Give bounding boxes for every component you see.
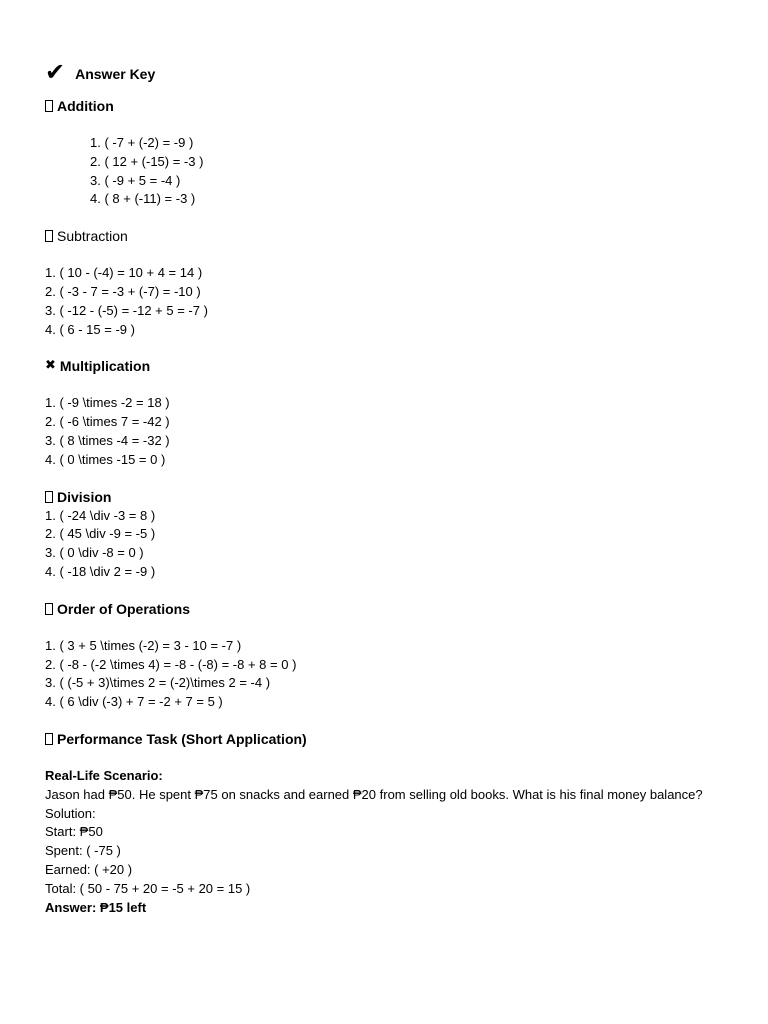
plus-emoji-icon	[45, 100, 53, 112]
list-item: 1. ( 10 - (-4) = 10 + 4 = 14 )	[45, 265, 203, 281]
list-item: 1. ( -7 + (-2) = -9 )	[90, 135, 194, 150]
solution-label: Solution:	[45, 805, 96, 821]
multiplication-heading: ✖ Multiplication	[45, 358, 151, 375]
list-item: 2. ( 12 + (-15) = -3 )	[90, 153, 204, 169]
list-item: 3. ( 8 \times -4 = -32 )	[45, 432, 170, 448]
list-item: 2. ( -8 - (-2 \times 4) = -8 - (-8) = -8 + 8 = 0 )	[45, 656, 297, 672]
list-item: 4. ( 8 + (-11) = -3 )	[90, 191, 196, 207]
check-mark-icon: ✔	[45, 58, 66, 86]
list-item: 3. ( (-5 + 3)\times 2 = (-2)\times 2 = -4 )	[45, 675, 271, 691]
list-item: 4. ( 6 - 15 = -9 )	[45, 321, 135, 337]
final-answer: Answer: ₱15 left	[45, 899, 147, 915]
list-item: 2. ( -3 - 7 = -3 + (-7) = -10 )	[45, 283, 201, 299]
divide-emoji-icon	[45, 491, 53, 503]
title-text: Answer Key	[75, 66, 156, 82]
performance-task-section	[45, 729, 725, 917]
scenario-text: Jason had ₱50. He spent ₱75 on snacks and earned ₱20 from selling old books. What is his final money balance?	[45, 786, 703, 802]
multiplication-section	[45, 356, 725, 469]
minus-emoji-icon	[45, 230, 53, 242]
list-item: 4. ( 6 \div (-3) + 7 = -2 + 7 = 5 )	[45, 694, 223, 710]
list-item: 4. ( -18 \div 2 = -9 )	[45, 563, 156, 579]
solution-spent: Spent: ( -75 )	[45, 843, 121, 859]
list-item: 3. ( 0 \div -8 = 0 )	[45, 545, 144, 561]
solution-start: Start: ₱50	[45, 824, 103, 840]
list-item: 1. ( -24 \div -3 = 8 )	[45, 507, 156, 523]
subtraction-section	[45, 226, 725, 339]
multiply-cross-icon: ✖	[45, 358, 56, 374]
division-section	[45, 487, 725, 582]
task-emoji-icon	[45, 733, 53, 745]
order-of-operations-section	[45, 599, 725, 712]
addition-section	[45, 96, 725, 209]
list-item: 3. ( -12 - (-5) = -12 + 5 = -7 )	[45, 302, 208, 318]
list-item: 2. ( -6 \times 7 = -42 )	[45, 414, 170, 430]
list-item: 2. ( 45 \div -9 = -5 )	[45, 526, 156, 542]
document-title	[45, 54, 725, 84]
list-item: 4. ( 0 \times -15 = 0 )	[45, 451, 166, 467]
list-item: 3. ( -9 + 5 = -4 )	[90, 172, 181, 188]
order-of-operations-heading: Order of Operations	[45, 599, 725, 619]
list-item: 1. ( -9 \times -2 = 18 )	[45, 395, 170, 411]
answer-key-document	[45, 54, 725, 917]
order-emoji-icon	[45, 603, 53, 615]
scenario-label: Real-Life Scenario:	[45, 767, 163, 783]
addition-heading: Addition	[45, 96, 725, 116]
division-heading: Division	[45, 487, 725, 507]
solution-earned: Earned: ( +20 )	[45, 861, 133, 877]
performance-task-heading: Performance Task (Short Application)	[45, 729, 725, 749]
list-item: 1. ( 3 + 5 \times (-2) = 3 - 10 = -7 )	[45, 637, 242, 653]
solution-total: Total: ( 50 - 75 + 20 = -5 + 20 = 15 )	[45, 880, 251, 896]
subtraction-heading: Subtraction	[45, 226, 725, 246]
